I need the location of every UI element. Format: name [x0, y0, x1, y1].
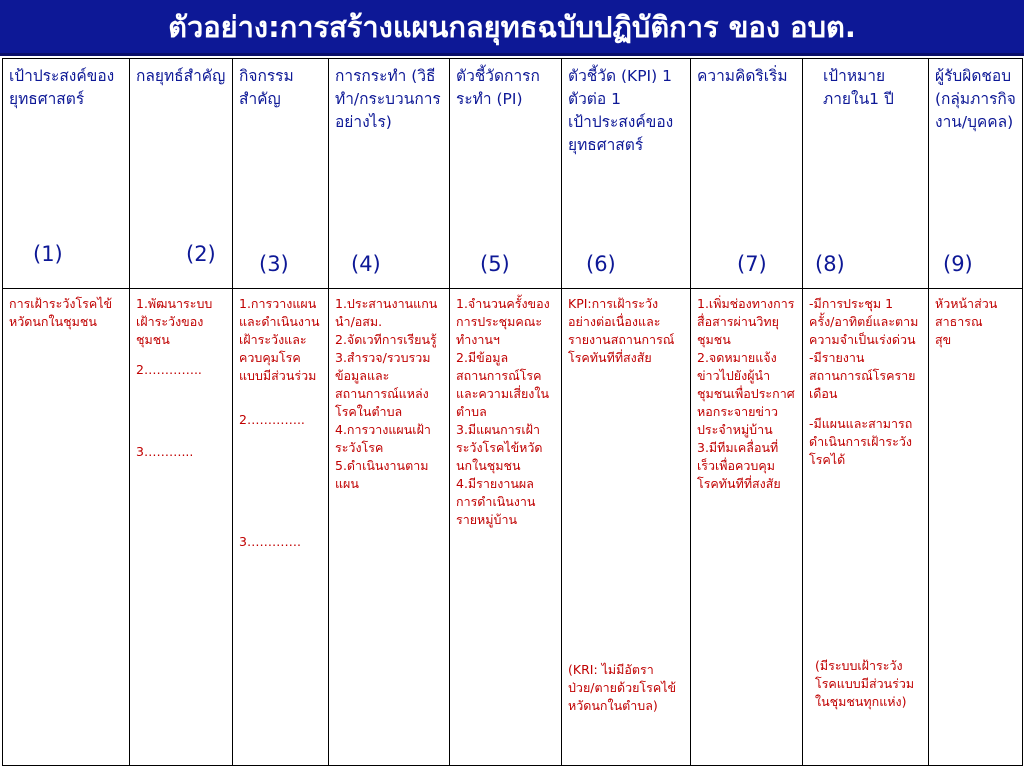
pi-item: 3.มีแผนการเฝ้าระวังโรคไข้หวัดนกในชุมชน: [456, 422, 543, 473]
kri-text: (KRI: ไม่มีอัตราป่วย/ตายด้วยโรคไข้หวัดนกในตำบล): [568, 662, 677, 713]
cell-activity: [233, 289, 329, 766]
header-label: การกระทำ (วิธีทำ/กระบวนการ อย่างไร): [335, 67, 441, 131]
column-number: (6): [586, 252, 616, 276]
header-label: กลยุทธ์สำคัญ: [136, 67, 226, 85]
header-row: [3, 59, 1023, 289]
header-label: ผู้รับผิดชอบ (กลุ่มภารกิจงาน/บุคคล): [935, 67, 1016, 131]
header-cell-target: [803, 59, 929, 289]
goal-text: การเฝ้าระวังโรคไข้หวัดนกในชุมชน: [9, 296, 113, 329]
header-label: ความคิดริเริ่ม: [697, 67, 788, 85]
strategy-item: 1.พัฒนาระบบเฝ้าระวังของชุมชน: [136, 296, 213, 347]
cell-target: [803, 289, 929, 766]
cell-goal: [3, 289, 130, 766]
cell-initiative: [691, 289, 803, 766]
column-number: (9): [943, 252, 973, 276]
action-item: 5.ดำเนินงานตามแผน: [335, 458, 429, 491]
target-item: -มีการประชุม 1 ครั้ง/อาทิตย์และตามความจำเป็นเร่งด่วน: [809, 296, 919, 347]
pi-item: 4.มีรายงานผลการดำเนินงานรายหมู่บ้าน: [456, 476, 536, 527]
target-item: -มีแผนและสามารถดำเนินการเฝ้าระวังโรคได้: [809, 416, 913, 467]
strategy-item: 3………...: [136, 444, 194, 459]
action-item: 2.จัดเวทีการเรียนรู้: [335, 332, 437, 347]
action-item: 4.การวางแผนเฝ้าระวังโรค: [335, 422, 431, 455]
column-number: (2): [186, 242, 216, 266]
header-cell-pi: [450, 59, 562, 289]
kpi-text: KPI:การเฝ้าระวังอย่างต่อเนื่องและรายงานสถานการณ์โรคทันทีที่สงสัย: [568, 296, 675, 365]
column-number: (7): [737, 252, 767, 276]
header-cell-activity: [233, 59, 329, 289]
responsible-text: หัวหน้าส่วนสาธารณ: [935, 296, 998, 329]
data-row: [3, 289, 1023, 766]
activity-item: 2…………..: [239, 412, 305, 427]
cell-action: [329, 289, 450, 766]
header-cell-initiative: [691, 59, 803, 289]
action-item: 1.ประสานงานแกนนำ/อสม.: [335, 296, 438, 329]
initiative-item: 1.เพิ่มช่องทางการสื่อสารผ่านวิทยุชุมชน: [697, 296, 795, 347]
cell-pi: [450, 289, 562, 766]
header-cell-responsible: [929, 59, 1023, 289]
target-item: -มีรายงานสถานการณ์โรครายเดือน: [809, 350, 916, 401]
action-item: 3.สำรวจ/รวบรวมข้อมูลและสถานการณ์แหล่งโรคในตำบล: [335, 350, 431, 419]
page-title: ตัวอย่าง:การสร้างแผนกลยุทธฉบับปฏิบัติการ ของ อบต.: [168, 9, 856, 44]
strategy-item: 2…………..: [136, 362, 202, 377]
strategy-plan-table: [2, 58, 1023, 766]
cell-strategy: [130, 289, 233, 766]
header-label: ตัวชี้วัดการกระทำ (PI): [456, 67, 540, 108]
column-number: (5): [480, 252, 510, 276]
header-label: เป้าประสงค์ของยุทธศาสตร์: [9, 67, 115, 108]
header-label: กิจกรรมสำคัญ: [239, 67, 294, 108]
column-number: (1): [33, 242, 63, 266]
initiative-item: 2.จดหมายแจ้งข่าวไปยังผู้นำชุมชนเพื่อประกาศหอกระจายข่าวประจำหมู่บ้าน: [697, 350, 795, 437]
header-cell-strategy: [130, 59, 233, 289]
activity-item: 1.การวางแผนและดำเนินงานเฝ้าระวังและควบคุมโรคแบบมีส่วนร่วม: [239, 296, 320, 383]
target-summary: (มีระบบเฝ้าระวังโรคแบบมีส่วนร่วมในชุมชนทุกแห่ง): [815, 658, 915, 709]
column-number: (4): [351, 252, 381, 276]
header-cell-action: [329, 59, 450, 289]
column-number: (8): [815, 252, 845, 276]
cell-responsible: [929, 289, 1023, 766]
title-bar: [0, 0, 1024, 56]
cell-kpi: [562, 289, 691, 766]
activity-item: 3………….: [239, 534, 301, 549]
pi-item: 2.มีข้อมูลสถานการณ์โรคและความเสี่ยงในตำบล: [456, 350, 550, 419]
column-number: (3): [259, 252, 289, 276]
header-cell-goal: [3, 59, 130, 289]
pi-item: 1.จำนวนครั้งของการประชุมคณะทำงานฯ: [456, 296, 550, 347]
header-label: เป้าหมายภายใน1 ปี: [823, 67, 894, 108]
initiative-item: 3.มีทีมเคลื่อนที่เร็วเพื่อควบคุมโรคทันทีที่สงสัย: [697, 440, 781, 491]
header-cell-kpi: [562, 59, 691, 289]
responsible-text: สุข: [935, 332, 952, 347]
header-label: ตัวชี้วัด (KPI) 1 ตัวต่อ 1 เป้าประสงค์ของยุทธศาสตร์: [568, 67, 674, 154]
